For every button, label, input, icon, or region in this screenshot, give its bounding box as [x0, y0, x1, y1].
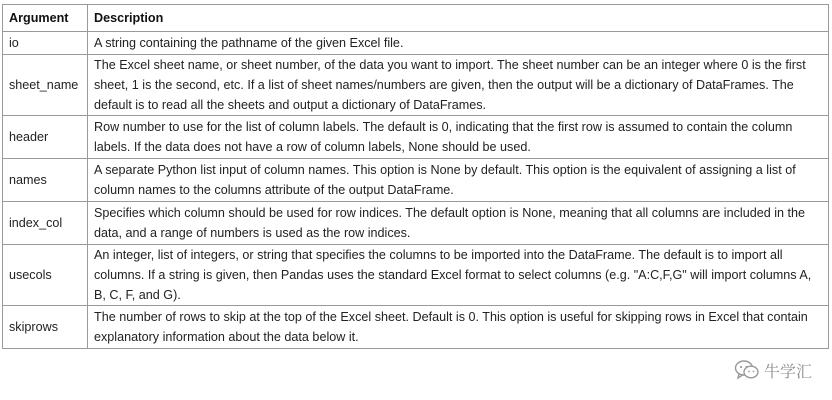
argument-cell: names — [3, 159, 88, 202]
argument-cell: index_col — [3, 202, 88, 245]
description-cell: A separate Python list input of column names. This option is None by default. This option is the equivalent of assigning a list of column names to the columns attribute of the output DataFrame. — [88, 159, 829, 202]
watermark — [730, 356, 816, 384]
table-row — [3, 159, 829, 202]
table-row — [3, 55, 829, 116]
description-cell: Specifies which column should be used for row indices. The default option is None, meaning that all columns are included in the data, and a range of numbers is used as the row indices. — [88, 202, 829, 245]
argument-cell: skiprows — [3, 306, 88, 349]
argument-cell: sheet_name — [3, 55, 88, 116]
table-row — [3, 245, 829, 306]
table-header-row — [3, 5, 829, 32]
table-row — [3, 32, 829, 55]
watermark-text: 牛学汇 — [763, 361, 812, 381]
description-cell: The number of rows to skip at the top of the Excel sheet. Default is 0. This option is useful for skipping rows in Excel that contain explanatory information about the data below it. — [88, 306, 829, 349]
wechat-icon — [734, 359, 760, 381]
argument-column-header: Argument — [3, 5, 88, 32]
description-cell: The Excel sheet name, or sheet number, of the data you want to import. The sheet number can be an integer where 0 is the first sheet, 1 is the second, etc. If a list of sheet names/numbers are given, then the output will be a dictionary of DataFrames. The default is to read all the sheets and output a dictionary of DataFrames. — [88, 55, 829, 116]
description-cell: Row number to use for the list of column labels. The default is 0, indicating that the first row is assumed to contain the column labels. If the data does not have a row of column labels, None should be used. — [88, 116, 829, 159]
table-row — [3, 306, 829, 349]
argument-cell: usecols — [3, 245, 88, 306]
table-row — [3, 116, 829, 159]
description-column-header: Description — [88, 5, 829, 32]
table-row — [3, 202, 829, 245]
description-cell: A string containing the pathname of the given Excel file. — [88, 32, 829, 55]
argument-cell: header — [3, 116, 88, 159]
argument-cell: io — [3, 32, 88, 55]
description-cell: An integer, list of integers, or string that specifies the columns to be imported into the DataFrame. The default is to import all columns. If a string is given, then Pandas uses the standard Excel format to select columns (e.g. "A:C,F,G" will import columns A, B, C, F, and G). — [88, 245, 829, 306]
arguments-table — [2, 4, 829, 349]
